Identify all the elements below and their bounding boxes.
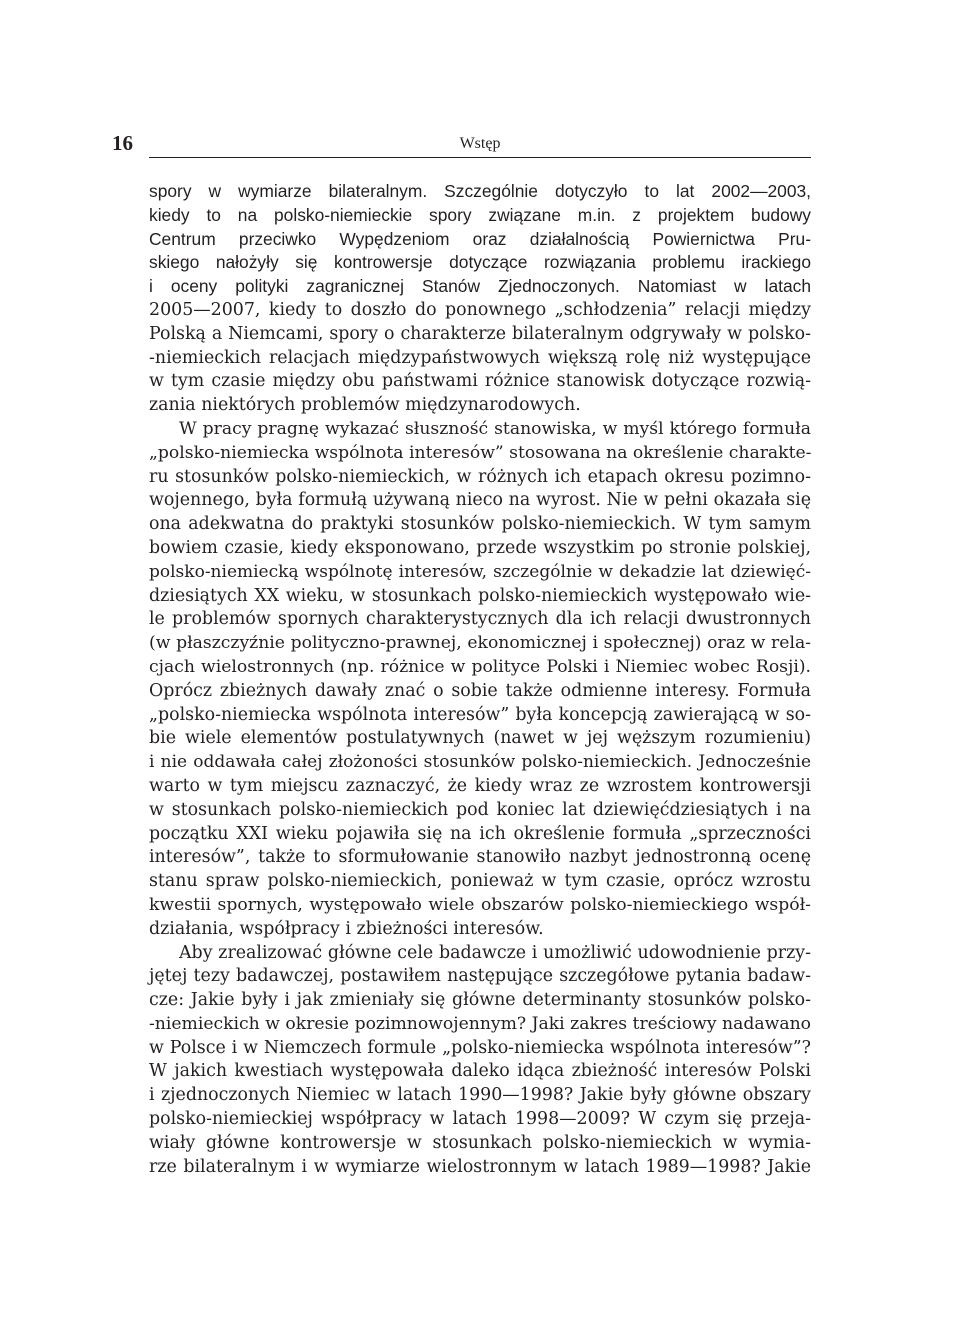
text-line: polsko-niemiecką wspólnotę interesów, szczególnie w dekadzie lat dziewięć- <box>149 561 811 582</box>
page-number: 16 <box>112 131 133 155</box>
text-line: działania, współpracy i zbieżności interesów. <box>149 918 544 939</box>
text-line: w tym czasie między obu państwami różnice stanowisk dotyczące rozwią- <box>149 371 811 392</box>
text-line: w Polsce i w Niemczech formule „polsko-niemiecka wspólnota interesów”? <box>149 1037 811 1058</box>
text-line: cjach wielostronnych (np. różnice w polityce Polski i Niemiec wobec Rosji). <box>149 656 811 677</box>
text-line: ona adekwatna do praktyki stosunków polsko-niemieckich. W tym samym <box>149 514 811 535</box>
text-line: warto w tym miejscu zaznaczyć, że kiedy wraz ze wzrostem kontrowersji <box>149 775 811 796</box>
text-line: „polsko-niemiecka wspólnota interesów” była koncepcją zawierającą w so- <box>149 704 811 725</box>
text-line: „polsko-niemiecka wspólnota interesów” stosowana na określenie charakte- <box>149 442 812 463</box>
text-line: i nie oddawała całej złożoności stosunków polsko-niemieckich. Jednocześnie <box>149 752 811 773</box>
text-line: spory w wymiarze bilateralnym. Szczególnie dotyczyło to lat 2002—2003, <box>149 181 811 201</box>
text-line: stanu spraw polsko-niemieckich, ponieważ w tym czasie, oprócz wzrostu <box>149 871 811 892</box>
text-line: interesów”, także to sformułowanie stanowiło nazbyt jednostronną ocenę <box>149 847 811 868</box>
text-line: Oprócz zbieżnych dawały znać o sobie także odmienne interesy. Formuła <box>149 680 811 701</box>
text-line: Centrum przeciwko Wypędzeniom oraz działalnością Powiernictwa Pru- <box>149 228 811 249</box>
text-line: w stosunkach polsko-niemieckich pod koniec lat dziewięćdziesiątych i na <box>149 799 811 820</box>
text-line: 2005—2007, kiedy to doszło do ponownego „schłodzenia” relacji między <box>149 299 811 320</box>
text-line: polsko-niemieckiej współpracy w latach 1998—2009? W czym się przeja- <box>149 1109 811 1130</box>
text-line: bie wiele elementów postulatywnych (nawet w jej węższym rozumieniu) <box>149 728 811 749</box>
text-line: dziesiątych XX wieku, w stosunkach polsko-niemieckich występowało wie- <box>149 585 811 606</box>
text-line: W pracy pragnę wykazać słuszność stanowiska, w myśl którego formuła <box>179 418 811 439</box>
running-head: Wstęp <box>149 135 811 158</box>
text-line: (w płaszczyźnie polityczno-prawnej, ekonomicznej i społecznej) oraz w rela- <box>149 633 811 654</box>
text-line: skiego nałożyły się kontrowersje dotyczące rozwiązania problemu irackiego <box>149 252 811 273</box>
text-line: -niemieckich relacjach międzypaństwowych większą rolę niż występujące <box>149 347 811 368</box>
text-line: le problemów spornych charakterystycznych dla ich relacji dwustronnych <box>149 609 811 630</box>
text-line: jętej tezy badawczej, postawiłem następujące szczegółowe pytania badaw- <box>149 966 811 987</box>
text-line: wiały główne kontrowersje w stosunkach polsko-niemieckich w wymia- <box>149 1132 811 1153</box>
text-line: zania niektórych problemów międzynarodowych. <box>149 395 581 416</box>
text-line: wojennego, była formułą używaną nieco na wyrost. Nie w pełni okazała się <box>149 490 811 511</box>
text-line: W jakich kwestiach występowała daleko idąca zbieżność interesów Polski <box>149 1061 811 1082</box>
body-text <box>149 180 811 1179</box>
text-line: początku XXI wieku pojawiła się na ich określenie formuła „sprzeczności <box>149 823 811 844</box>
text-line: i zjednoczonych Niemiec w latach 1990—1998? Jakie były główne obszary <box>149 1085 811 1106</box>
text-line: i oceny polityki zagranicznej Stanów Zjednoczonych. Natomiast w latach <box>149 276 811 297</box>
text-line: Polską a Niemcami, spory o charakterze bilateralnym odgrywały w polsko- <box>149 323 811 344</box>
text-line: ru stosunków polsko-niemieckich, w różnych ich etapach okresu pozimno- <box>149 466 811 487</box>
text-line: kwestii spornych, występowało wiele obszarów polsko-niemieckiego współ- <box>149 894 811 915</box>
text-line: kiedy to na polsko-niemieckie spory związane m.in. z projektem budowy <box>149 204 811 225</box>
text-line: Aby zrealizować główne cele badawcze i umożliwić udowodnienie przy- <box>179 942 811 963</box>
text-line: -niemieckich w okresie pozimnowojennym? Jaki zakres treściowy nadawano <box>149 1013 811 1034</box>
text-line: cze: Jakie były i jak zmieniały się główne determinanty stosunków polsko- <box>149 990 811 1011</box>
text-line: rze bilateralnym i w wymiarze wielostronnym w latach 1989—1998? Jakie <box>149 1156 811 1177</box>
text-line: bowiem czasie, kiedy eksponowano, przede wszystkim po stronie polskiej, <box>149 537 811 558</box>
